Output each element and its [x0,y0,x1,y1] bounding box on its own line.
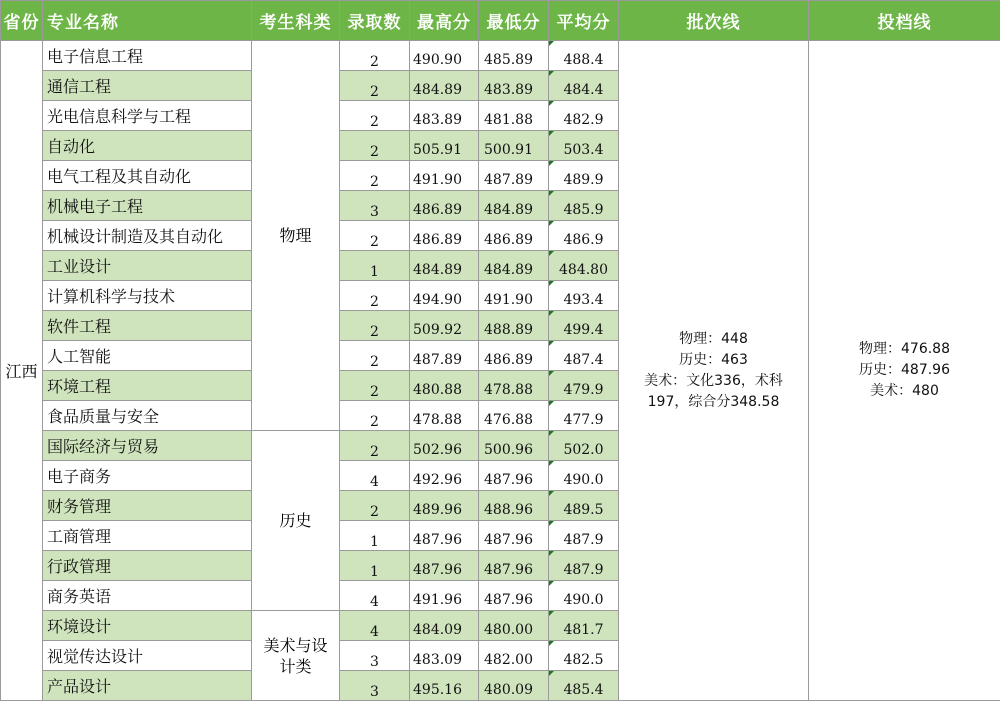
batch-line-art-cont: 197，综合分348.58 [647,393,780,410]
min-cell: 476.88 [479,401,549,431]
max-cell: 478.88 [410,401,479,431]
min-cell: 488.89 [479,311,549,341]
header-count: 录取数 [340,1,410,41]
count-cell: 2 [340,161,410,191]
avg-cell: 489.5 [549,491,619,521]
max-cell: 489.96 [410,491,479,521]
avg-cell: 488.4 [549,41,619,71]
avg-cell: 490.0 [549,581,619,611]
batch-line-history: 历史：463 [679,351,748,368]
major-cell: 环境设计 [43,611,252,641]
min-cell: 488.96 [479,491,549,521]
min-cell: 487.96 [479,581,549,611]
avg-cell: 493.4 [549,281,619,311]
avg-cell: 479.9 [549,371,619,401]
max-cell: 484.09 [410,611,479,641]
table-row [1,41,1000,71]
min-cell: 486.89 [479,341,549,371]
major-cell: 环境工程 [43,371,252,401]
max-cell: 486.89 [410,221,479,251]
header-min: 最低分 [479,1,549,41]
batch-line-physics: 物理：448 [679,330,748,347]
count-cell: 2 [340,431,410,461]
count-cell: 2 [340,311,410,341]
count-cell: 2 [340,101,410,131]
min-cell: 500.91 [479,131,549,161]
major-cell: 国际经济与贸易 [43,431,252,461]
major-cell: 食品质量与安全 [43,401,252,431]
avg-cell: 482.5 [549,641,619,671]
min-cell: 487.96 [479,461,549,491]
count-cell: 2 [340,71,410,101]
count-cell: 2 [340,281,410,311]
subject-art-label: 美术与设计类 [263,635,328,676]
min-cell: 485.89 [479,41,549,71]
count-cell: 2 [340,491,410,521]
toudang-line-cell [809,41,1000,701]
header-province: 省份 [1,1,43,41]
avg-cell: 487.4 [549,341,619,371]
max-cell: 486.89 [410,191,479,221]
major-cell: 机械电子工程 [43,191,252,221]
count-cell: 2 [340,131,410,161]
avg-cell: 503.4 [549,131,619,161]
toudang-line-art: 美术：480 [870,383,939,399]
header-max: 最高分 [410,1,479,41]
major-cell: 财务管理 [43,491,252,521]
min-cell: 484.89 [479,251,549,281]
min-cell: 478.88 [479,371,549,401]
count-cell: 3 [340,641,410,671]
major-cell: 人工智能 [43,341,252,371]
major-cell: 商务英语 [43,581,252,611]
min-cell: 484.89 [479,191,549,221]
avg-cell: 502.0 [549,431,619,461]
min-cell: 487.96 [479,521,549,551]
major-cell: 工业设计 [43,251,252,281]
count-cell: 4 [340,611,410,641]
max-cell: 494.90 [410,281,479,311]
max-cell: 484.89 [410,71,479,101]
toudang-line-physics: 物理：476.88 [859,341,950,357]
major-cell: 光电信息科学与工程 [43,101,252,131]
major-cell: 行政管理 [43,551,252,581]
avg-cell: 485.4 [549,671,619,701]
toudang-line-history: 历史：487.96 [859,362,950,378]
max-cell: 487.96 [410,551,479,581]
major-cell: 电子信息工程 [43,41,252,71]
max-cell: 490.90 [410,41,479,71]
count-cell: 2 [340,341,410,371]
max-cell: 480.88 [410,371,479,401]
min-cell: 482.00 [479,641,549,671]
batch-line-cell [619,41,809,701]
count-cell: 3 [340,191,410,221]
major-cell: 电子商务 [43,461,252,491]
max-cell: 492.96 [410,461,479,491]
count-cell: 1 [340,521,410,551]
batch-line-art: 美术：文化336，术科 [644,372,783,389]
min-cell: 480.00 [479,611,549,641]
major-cell: 计算机科学与技术 [43,281,252,311]
avg-cell: 485.9 [549,191,619,221]
avg-cell: 482.9 [549,101,619,131]
max-cell: 483.89 [410,101,479,131]
max-cell: 483.09 [410,641,479,671]
subject-history-cell: 历史 [252,431,340,611]
header-subject: 考生科类 [252,1,340,41]
province-cell: 江西 [1,41,43,701]
major-cell: 电气工程及其自动化 [43,161,252,191]
min-cell: 500.96 [479,431,549,461]
avg-cell: 489.9 [549,161,619,191]
major-cell: 通信工程 [43,71,252,101]
min-cell: 483.89 [479,71,549,101]
count-cell: 2 [340,401,410,431]
count-cell: 4 [340,461,410,491]
avg-cell: 487.9 [549,551,619,581]
max-cell: 491.96 [410,581,479,611]
major-cell: 软件工程 [43,311,252,341]
count-cell: 1 [340,251,410,281]
major-cell: 工商管理 [43,521,252,551]
major-cell: 机械设计制造及其自动化 [43,221,252,251]
min-cell: 481.88 [479,101,549,131]
count-cell: 4 [340,581,410,611]
count-cell: 2 [340,371,410,401]
max-cell: 487.89 [410,341,479,371]
max-cell: 502.96 [410,431,479,461]
max-cell: 505.91 [410,131,479,161]
header-batch: 批次线 [619,1,809,41]
max-cell: 495.16 [410,671,479,701]
max-cell: 487.96 [410,521,479,551]
header-avg: 平均分 [549,1,619,41]
header-toudang: 投档线 [809,1,1000,41]
count-cell: 1 [340,551,410,581]
count-cell: 2 [340,41,410,71]
max-cell: 491.90 [410,161,479,191]
major-cell: 产品设计 [43,671,252,701]
major-cell: 视觉传达设计 [43,641,252,671]
count-cell: 2 [340,221,410,251]
subject-physics-cell: 物理 [252,41,340,431]
min-cell: 480.09 [479,671,549,701]
min-cell: 491.90 [479,281,549,311]
avg-cell: 484.80 [549,251,619,281]
header-row [1,1,1000,41]
count-cell: 3 [340,671,410,701]
avg-cell: 487.9 [549,521,619,551]
avg-cell: 486.9 [549,221,619,251]
min-cell: 486.89 [479,221,549,251]
subject-art-cell [252,611,340,701]
max-cell: 509.92 [410,311,479,341]
min-cell: 487.89 [479,161,549,191]
avg-cell: 481.7 [549,611,619,641]
avg-cell: 499.4 [549,311,619,341]
avg-cell: 484.4 [549,71,619,101]
avg-cell: 477.9 [549,401,619,431]
major-cell: 自动化 [43,131,252,161]
min-cell: 487.96 [479,551,549,581]
avg-cell: 490.0 [549,461,619,491]
max-cell: 484.89 [410,251,479,281]
header-major: 专业名称 [43,1,252,41]
